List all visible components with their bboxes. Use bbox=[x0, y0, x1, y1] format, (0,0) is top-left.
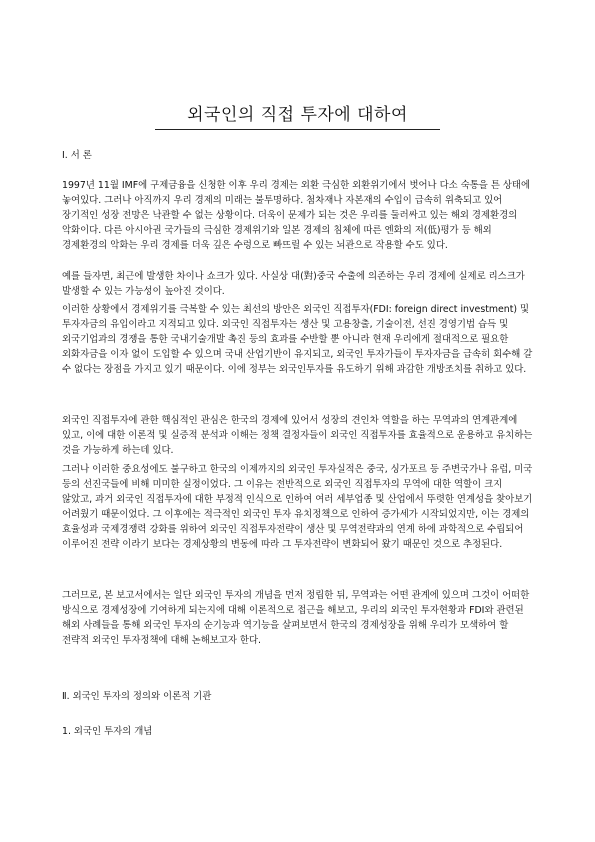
section-heading-definition: Ⅱ. 외국인 투자의 정의와 이론적 기관 bbox=[62, 691, 212, 702]
paragraph-4: 외국인 직접투자에 관한 핵심적인 관심은 한국의 경제에 있어서 성장의 견인차 역할을 하는 무역과의 연계관계에 있고, 이에 대한 이론적 및 실증적 분석과 이해는 정책 결정자들이 외국인 직접투자를 효율적으로 운용하고 유치하는 것을 가능하게 하는데 있다. bbox=[62, 415, 533, 456]
document-title: 외국인의 직접 투자에 대하여 bbox=[155, 100, 440, 130]
paragraph-6: 그러므로, 본 보고서에서는 일단 외국인 투자의 개념을 먼저 정립한 뒤, 무역과는 어떤 관계에 있으며 그것이 어떠한 방식으로 경제성장에 기여하게 되는지에 대해 이론적으로 접근을 해보고, 우리의 외국인 투자현황과 FDI와 관련된 해외 사례들을 통해 외국인 투자의 순기능과 역기능을 살펴보면서 한국의 경제성장을 위해 우리가 모색하여 할 전략적 외국인 투자정책에 대해 논해보고자 한다. bbox=[62, 590, 530, 646]
paragraph-2: 예를 들자면, 최근에 발생한 차이나 쇼크가 있다. 사실상 대(對)중국 수출에 의존하는 우리 경제에 실제로 리스크가 발생할 수 있는 가능성이 높아진 것이다. bbox=[62, 271, 525, 297]
paragraph-3: 이러한 상황에서 경제위기를 극복할 수 있는 최선의 방안은 외국인 직접투자(FDI: foreign direct investment) 및 투자자금의 유입이라고 지적되고 있다. 외국인 직접투자는 생산 및 고용창출, 기술이전, 선진 경영기법 습득 및 외국기업과의 경쟁을 통한 국내기술개발 촉진 등의 효과를 수반할 뿐 아니라 현재 우리에게 절대적으로 필요한 외화자금을 이자 없이 도입할 수 있으며 국내 산업기반이 유지되고, 외국인 투자가들이 투자자금을 급속히 회수해 갈 수 없다는 장점을 가지고 있기 때문이다. 이에 정부는 외국인투자를 유도하기 위해 과감한 개방조치를 취하고 있다. bbox=[62, 304, 533, 375]
subsection-heading-concept: 1. 외국인 투자의 개념 bbox=[62, 726, 153, 737]
paragraph-5: 그러나 이러한 중요성에도 불구하고 한국의 이제까지의 외국인 투자실적은 중국, 싱가포르 등 주변국가나 유럽, 미국 등의 선진국들에 비해 미미한 실정이었다. 그 이유는 전반적으로 외국인 직접투자의 무역에 대한 역할이 크지 않았고, 과거 외국인 직접투자에 대한 부정적 인식으로 인하여 여러 세부업종 및 산업에서 뚜렷한 연계성을 찾아보기 어려웠기 때문이었다. 그 이후에는 적극적인 외국인 투자 유치정책으로 인하여 증가세가 시작되었지만, 이는 경제의 효율성과 국제경쟁력 강화를 위하여 외국인 직접투자전략이 생산 및 무역전략과의 연계 하에 과학적으로 수립되어 이루어진 전략 이라기 보다는 경제상황의 변동에 따라 그 투자전략이 변화되어 왔기 때문인 것으로 추정된다. bbox=[62, 464, 533, 550]
section-heading-introduction: Ⅰ. 서 론 bbox=[62, 150, 92, 161]
paragraph-1: 1997년 11월 IMF에 구제금융을 신청한 이후 우리 경제는 외환 극심한 외환위기에서 벗어나 다소 숙통을 튼 상태에 놓여있다. 그러나 아직까지 우리 경제의 미래는 불투명하다. 첨차재나 자본재의 수입이 급속히 위축되고 있어 장기적인 성장 전망은 낙관할 수 없는 상황이다. 더욱이 문제가 되는 것은 우리를 둘러싸고 있는 해외 경제환경의 악화이다. 다른 아시아권 국가들의 극심한 경제위기와 일본 경제의 침체에 따른 엔화의 저(低)평가 등 해외 경제환경의 악화는 우리 경제를 더욱 깊은 수렁으로 빠뜨릴 수 있는 뇌관으로 작용할 수도 있다. bbox=[62, 180, 531, 251]
